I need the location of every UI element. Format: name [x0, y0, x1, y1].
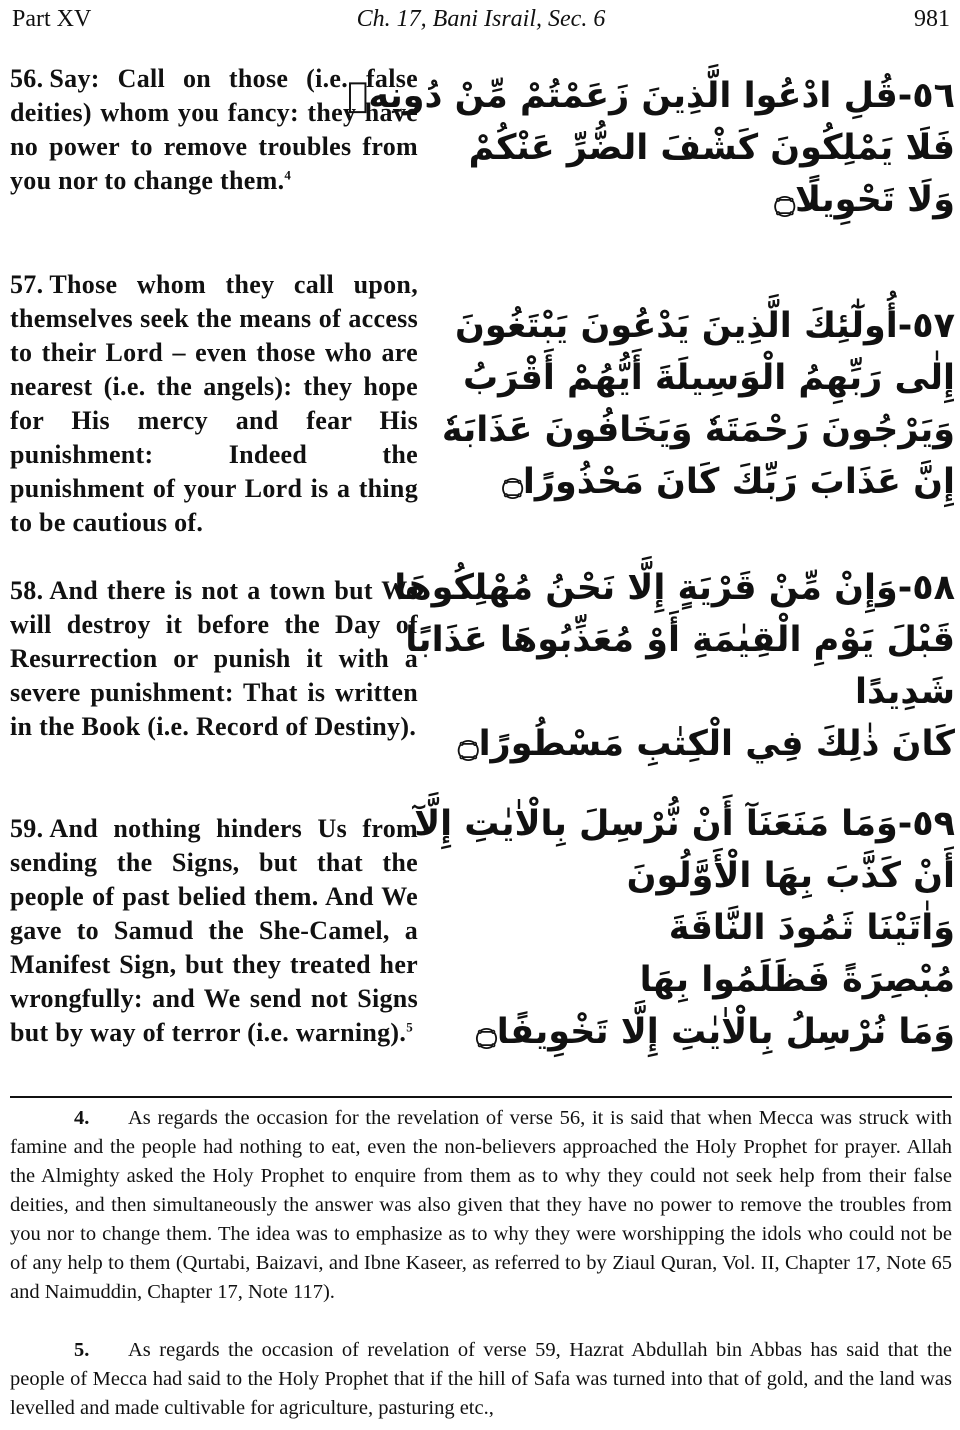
verse-number: 59.	[10, 814, 44, 843]
arabic-line: ٥٩-وَمَا مَنَعَنَآ أَنْ نُّرْسِلَ بِالْاٰيٰتِ إِلَّآ	[414, 804, 955, 844]
verse-59-english	[10, 812, 418, 1050]
verse-text: Those whom they call upon, themselves seek the means of access to their Lord – even those who are nearest (i.e. the angels): they hope for His mercy and fear His punishment: Indeed the punishment of your Lord is a thing to be cautious of.	[10, 270, 418, 537]
arabic-line: أَنْ كَذَّبَ بِهَا الْأَوَّلُونَ	[626, 856, 955, 896]
verse-number: 57.	[10, 270, 44, 299]
page-header	[12, 2, 950, 36]
arabic-line: وَمَا نُرْسِلُ بِالْاٰيٰتِ إِلَّا تَخْوِيفًا۝	[476, 1012, 955, 1052]
arabic-line: قَبْلَ يَوْمِ الْقِيٰمَةِ أَوْ مُعَذِّبُوهَا عَذَابًا	[405, 620, 955, 660]
arabic-line: وَلَا تَحْوِيلًا۝	[774, 180, 955, 220]
arabic-line: شَدِيدًا	[855, 672, 955, 712]
verse-number: 58.	[10, 576, 44, 605]
footnote-number: 5.	[74, 1339, 90, 1361]
footnote-divider	[10, 1096, 952, 1098]
part-label: Part XV	[12, 6, 92, 32]
chapter-title: Ch. 17, Bani Israil, Sec. 6	[356, 6, 606, 32]
arabic-line: ٥٦-قُلِ ادْعُوا الَّذِينَ زَعَمْتُمْ مِّنْ دُونِهٖ	[347, 76, 955, 116]
verse-59-arabic	[414, 798, 955, 1058]
footnote-4	[10, 1104, 952, 1307]
verse-text: And nothing hinders Us from sending the Signs, but that the people of past belied them. And We gave to Samud the She-Camel, a Manifest Sign, but they treated her wrongfully: and We send not Signs but by way of terror (i.e. warning).	[10, 814, 418, 1047]
footnote-text: As regards the occasion of revelation of verse 59, Hazrat Abdullah bin Abbas has said that the people of Mecca had said to the Holy Prophet that if the hill of Safa was turned into that of gold, and the land was levelled and made cultivable for agriculture, pasturing etc.,	[10, 1339, 952, 1419]
footnote-text: As regards the occasion for the revelation of verse 56, it is said that when Mecca was struck with famine and the people had nothing to eat, even the non-believers approached the Holy Prophet for prayer. Allah the Almighty asked the Holy Prophet to enquire from them as to why they could not seek help from their false deities, and then simultaneously the answer was also given that they have no power to remove the troubles from you nor to change them. The idea was to emphasize as to why they were worshipping the idols who could not be of any help to them (Qurtabi, Baizavi, and Ibne Kaseer, as referred to by Ziaul Quran, Vol. II, Chapter 17, Note 65 and Naimuddin, Chapter 17, Note 117).	[10, 1107, 952, 1303]
verse-text: Say: Call on those (i.e. false deities) whom you fancy: they have no power to remove troubles from you nor to change them.	[10, 64, 418, 195]
verse-58-english	[10, 574, 418, 744]
verse-56-arabic	[347, 70, 955, 226]
arabic-line: إِلٰى رَبِّهِمُ الْوَسِيلَةَ أَيُّهُمْ أَقْرَبُ	[463, 358, 955, 398]
arabic-line: إِنَّ عَذَابَ رَبِّكَ كَانَ مَحْذُورًا۝	[502, 462, 955, 502]
arabic-line: ٥٨-وَإِنْ مِّنْ قَرْيَةٍ إِلَّا نَحْنُ مُهْلِكُوهَا	[394, 568, 955, 608]
arabic-line: مُبْصِرَةً فَظَلَمُوا بِهَا	[639, 960, 955, 1000]
footnote-ref: 4	[284, 167, 292, 183]
arabic-line: كَانَ ذٰلِكَ فِي الْكِتٰبِ مَسْطُورًا۝	[458, 724, 955, 764]
verse-58-arabic	[394, 562, 955, 770]
arabic-line: فَلَا يَمْلِكُونَ كَشْفَ الضُّرِّ عَنْكُمْ	[468, 128, 955, 168]
verse-57-english	[10, 268, 418, 540]
footnote-5	[10, 1336, 952, 1423]
footnote-ref: 5	[406, 1019, 414, 1035]
arabic-line: ٥٧-أُولٰٓئِكَ الَّذِينَ يَدْعُونَ يَبْتَغُونَ	[455, 306, 955, 346]
verse-text: And there is not a town but We will destroy it before the Day of Resurrection or punish it with a severe punishment: That is written in the Book (i.e. Record of Destiny).	[10, 576, 418, 741]
arabic-line: وَاٰتَيْنَا ثَمُودَ النَّاقَةَ	[668, 908, 955, 948]
arabic-line: وَيَرْجُونَ رَحْمَتَهٗ وَيَخَافُونَ عَذَابَهٗ	[441, 410, 955, 450]
page-number: 981	[914, 6, 950, 32]
verse-57-arabic	[441, 300, 955, 508]
verse-number: 56.	[10, 64, 44, 93]
footnote-number: 4.	[74, 1107, 90, 1129]
